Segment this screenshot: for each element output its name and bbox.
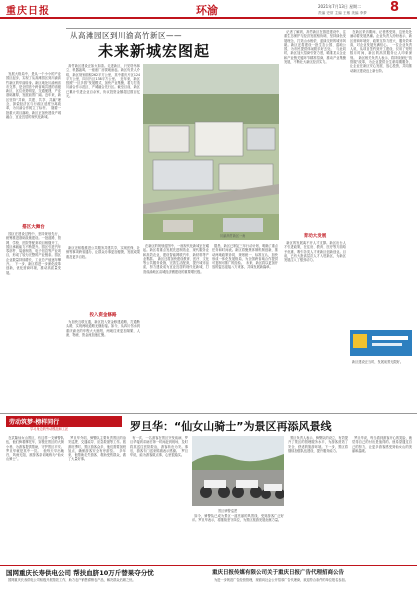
lead-headline: 未来新城宏图起 [98,42,211,60]
left-column-head: 搭区大舞台 [22,225,45,230]
bottom-left-text: 国网重庆长寿供电公司积极开展帮扶工作，助力农户销售滞销农产品，解决群众后顾之忧。 [6,578,136,582]
ad-block-right [350,330,412,356]
second-text-col-3: 有一次，一名游客在景区突发疾病，罗旦华接到求助后第一时间赶到现场，及时将其送往医院救治，游客转危为安。事后，游客专门送来锦旗表示感谢。 罗旦华说，能为游客做点事，心里很踏实。 [130,436,188,458]
newspaper-logo: 重庆日报 [6,6,50,17]
bottom-left-headline: 国网重庆长寿供电公司 帮扶血脐10万斤替果夺分忧 [6,569,154,577]
lead-subhead: 从高滩园区到川渝高竹新区—— [70,31,182,40]
bottom-rule [0,565,417,566]
mid-column-head: 投入资金修路 [89,313,117,318]
lead-photo-caption: 川渝高竹新区一角 [220,234,246,238]
lead-text-col-1b: 新区还积极推进公共服务共建共享，实现医保、社保等事项跨省通办，让群众办事更加便捷，发展成果惠及更多百姓。 [66,246,140,259]
article-column-left-2: 园区在建设过程中，坚持规划先行，统筹推进基础设施建设。一批道路、管网、学校、医院等配套项目相继开工，园区承载能力不断提升。园区引进汽车零部件、装备制造、电子信息等产业项目，形成了较为完整的产业链条。园区企业数量持续增长，工业总产值逐年攀升。 下一步，新区将进一步深化改革创新，优化营商环境，推动高质量发展。 [6,232,61,275]
second-text-col-4: 如今，骑警队已成为景区一道亮丽的风景线，受到游客广泛好评。罗旦华表示，将继续坚守岗位，为景区旅游发展贡献力量。 [192,514,284,523]
bottom-right-text: 为进一步规范广告经营管理，现面向社会公开招募广告代理商，欢迎符合条件的单位报名参加。 [212,578,348,582]
labor-banner-sub: 学习身边的劳动模范和工匠 [30,427,69,431]
issue-date: 2021年7月13日 星期二 [318,4,362,9]
lead-text-col-4b: 新区的发展离不开人才支撑。新区出台人才引进政策，在住房、教育、医疗等方面给予优惠，吸引各类人才来新区创新创业。目前，已有大批高层次人才入驻新区，为新区发展注入了强劲动力。 [284,241,346,263]
lead-text-col-4: 记者了解到，高竹新区在推进建设中，注重生态保护与经济发展相协调，坚持绿色发展理念，打造山水相依、蓝绿交织的城市风貌。新区还将建设一批生态公园、湿地公园，为市民提供休闲娱乐好去处。 与此同时，新区加大招商引资力度，瞄准龙头企业和产业链关键环节精准招商，推动产业集聚发展，不断壮大新区经济实力。 [284,30,346,65]
section-divider [0,413,417,414]
bottom-right-headline: 重庆日报传媒有限公司关于重庆日报广告代理招商公告 [212,570,345,576]
second-text-col-6: 罗旦华说，每当看到游客开心的笑脸，就觉得自己的付出是值得的。他希望通过自己的努力，让更多游客感受到仙女山的美丽和温暖。 [352,436,412,453]
lead-text-col-5: 在新区采访期间，记者感受到，这里处处涌动着发展热潮。企业负责人纷纷表示，新区营商环境好、政策支持力度大、服务效率高，对企业发展充满信心。 一位企业负责人说，从项目签约到开工建设，仅用了短短数月时间，新区的高效服务让人印象深刻。 新区相关负责人表示，将持续深化“放管服”改革，为企业提供全生命周期服务，让企业在新区安心发展、放心投资，共同推动新区建设迈上新台阶。 [350,30,412,73]
section-title: 环渝 [196,4,218,17]
right-column-head: 育动大发展 [303,234,327,239]
page-number: 8 [390,0,400,15]
ad-graphic [350,330,412,356]
second-text-col-5: 景区负责人表示，骑警队的设立，有效提升了景区的管理服务水平，为游客营造了安全、舒适的旅游环境。下一步，景区将继续加强队伍建设，提升服务能力。 [288,436,348,453]
lead-top-rule [66,28,411,29]
masthead-rule [0,17,417,19]
lead-text-col-5b: 新区建设正当时，发展前景无限好。 [350,360,404,364]
second-photo [192,436,284,506]
lead-text-col-1c: 为加快互联互通，新区投入资金修建道路，打通断头路，实现两地道路无缝衔接。如今，从四川邻水到重庆渝北的车程大大缩短，两地往来更加频繁，人流、物流、资金流加速汇聚。 [66,320,140,337]
lead-text-col-3: 据悉，新区已制定三年行动计划，明确了重点任务和时间表。新区将聚焦体制机制创新，推动两地政策协同、规划统一、标准互认，加快形成一体化发展格局，为全国跨省域合作提供可复制可推广的经验。 未来，新区将以更加开放的姿态迎接八方来客，共谋发展新篇章。 [212,244,278,270]
lead-photo [143,64,279,240]
aerial-photo-illustration [143,64,279,240]
labor-banner: 劳动筑梦·榜样同行 [6,416,122,427]
editor-credits: 责编 史常 主编 王敏 美编 李梦 [318,11,367,15]
motorcycle-patrol-illustration [192,436,284,506]
second-text-col-2: 罗旦华介绍，骑警队主要负责景区的治安巡逻、交通疏导、应急救援等工作。旅游旺季时，景区游客众多，他们需要加班加点，确保游客安全有序游览。 多年来，他帮助走失游客、救助受伤群众，做了大量好事。 [68,436,126,462]
second-text-col-1: 在武隆仙女山景区，有这样一支骑警队伍，他们骑着摩托车，穿梭在景区的大街小巷，为游客提供帮助，守护景区平安。罗旦华就是其中一员。 他每天早出晚归，风雨无阻，被游客亲切地称为“仙女山骑士”。 [6,436,64,462]
lead-text-col-2: 在新区的规划蓝图中，一座现代化新城正在崛起。新区将重点发展先进制造业、现代服务业和高效农业，建设智能网联汽车、新材料等产业集群。 新区还将加快建设教育、医疗、文化等公共服务设施，完善生活配套，提升城市品质，努力建设成为宜业宜居的现代化新城，打造成渝地区双城经济圈建设的重要增长极。 [143,244,209,274]
second-photo-caption: 景区骑警巡逻 [218,509,238,513]
lead-text-col-1: 高竹新区建设正如火如荼。走进新区，只见塔吊林立、机器轰鸣，一座座厂房拔地而起。新区负责人介绍，新区规划面积262平方公里，其中重庆片区124平方公里，四川片区138平方公里。 近年来，新区按照“一区多园”发展模式，加快产业集聚，着力打造川渝合作示范区、产城融合先行区。截至目前，新区已累计引进企业百余家，协议投资金额超过数百亿元。 [66,64,140,99]
second-headline: 罗旦华：“仙女山骑士”为景区再添风景线 [130,420,332,433]
article-column-left: 发展大格局中，是从一个小小的产业园区起步，实现了从高滩园区到川渝高竹新区的华丽转身。新区地处川渝两省市交界，是全国首个跨省域共建的省级新区，区位优势明显，交通便捷，产业基础雄厚，发展前景广阔。近年来，新区坚持“共商、共建、共享、共赢”理念，探索经济区与行政区适度分离改革，为川渝合作树立了标杆。 随着一批重大项目落地，新区正加快建设产城融合、宜业宜居的现代化新城。 [6,72,61,119]
